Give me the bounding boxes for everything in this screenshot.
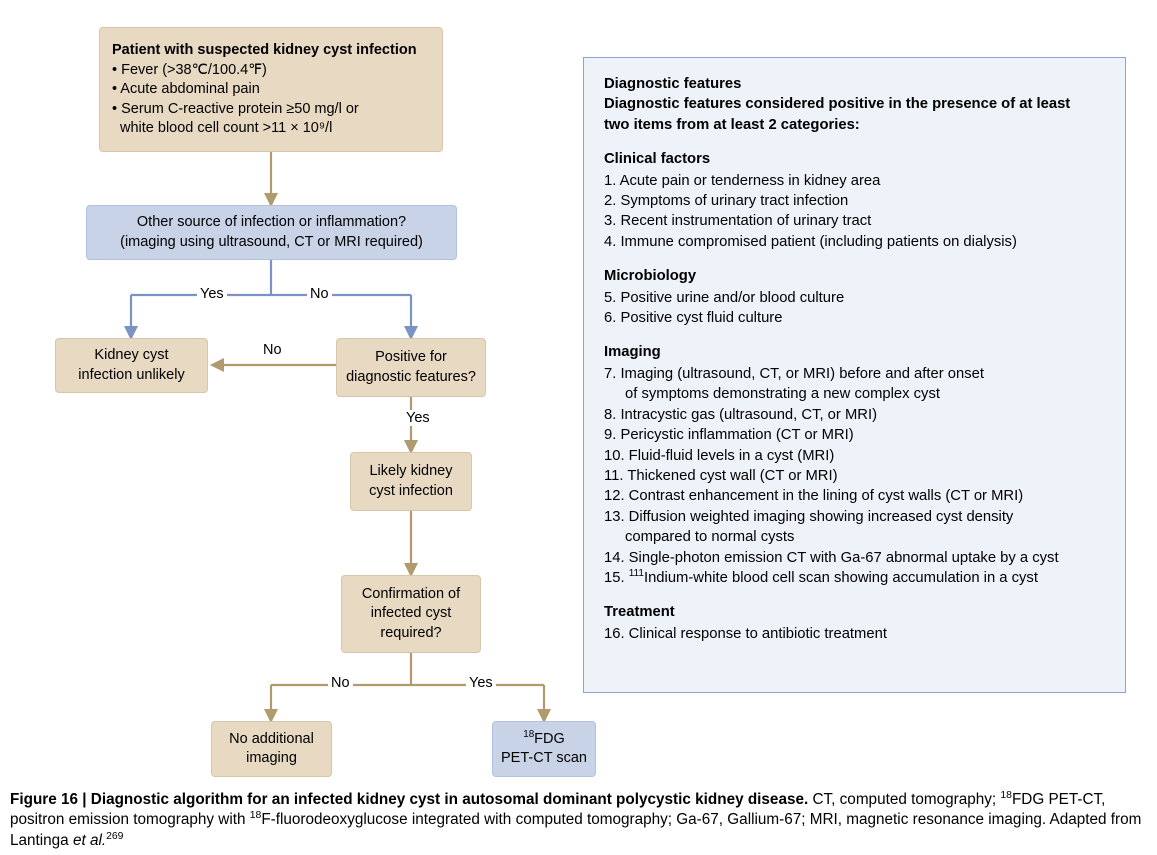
panel-section-microbiology-title: Microbiology [604, 268, 697, 285]
caption-rest-2: FDG PET-CT, positron emission tomography with [10, 791, 1106, 829]
node-pet-superscript: 18 [523, 729, 535, 741]
caption-superscript-2: 18 [249, 810, 262, 822]
figure-caption [10, 790, 1150, 851]
node-no-additional-imaging [211, 721, 332, 777]
node-likely-line2: cyst infection [369, 482, 453, 499]
panel-item-5: 5. Positive urine and/or blood culture [604, 289, 845, 306]
panel-item-15-number: 15. [604, 569, 629, 586]
panel-heading: Diagnostic features [604, 76, 742, 92]
panel-item-13: 13. Diffusion weighted imaging showing increased cyst density [604, 508, 1014, 525]
panel-intro-line2: two items from at least 2 categories: [604, 116, 860, 133]
node-confirmation-line1: Confirmation of [361, 586, 461, 603]
node-other-source-line2: (imaging using ultrasound, CT or MRI required) [120, 233, 423, 250]
panel-section-clinical-title: Clinical factors [604, 151, 711, 168]
panel-item-2: 2. Symptoms of urinary tract infection [604, 193, 849, 210]
panel-intro-line1: Diagnostic features considered positive in the presence of at least [604, 96, 1071, 113]
node-positive-diagnostic-features [336, 338, 486, 397]
node-no-imaging-line2: imaging [246, 750, 297, 766]
panel-item-15-text: Indium-white blood cell scan showing accumulation in a cyst [643, 569, 1038, 586]
caption-superscript-1: 18 [1000, 789, 1012, 801]
edge-label-positive-yes: Yes [403, 410, 433, 426]
node-unlikely-line1: Kidney cyst [94, 347, 169, 364]
node-positive-line1: Positive for [375, 349, 447, 366]
panel-item-6: 6. Positive cyst fluid culture [604, 310, 783, 327]
node-suspected-title: Patient with suspected kidney cyst infection [112, 42, 417, 59]
panel-item-15 [604, 568, 1107, 588]
node-positive-line2: diagnostic features? [346, 368, 476, 385]
edge-label-positive-no: No [260, 342, 285, 358]
node-suspected-bullet-3-cont: white blood cell count >11 × 10⁹/l [120, 119, 333, 136]
caption-rest-1: CT, computed tomography; [808, 791, 1001, 808]
node-other-source [86, 205, 457, 260]
panel-item-8: 8. Intracystic gas (ultrasound, CT, or MRI) [604, 406, 878, 423]
panel-section-imaging-title: Imaging [604, 344, 661, 361]
caption-rest-3: F-fluorodeoxyglucose integrated with computed tomography; Ga-67, Gallium-67; MRI, magnetic resonance imaging. Adapted from Lantinga [10, 811, 1142, 849]
caption-bold: Figure 16 | Diagnostic algorithm for an infected kidney cyst in autosomal dominant polycystic kidney disease. [10, 791, 809, 808]
panel-item-1: 1. Acute pain or tenderness in kidney area [604, 172, 881, 189]
panel-item-11: 11. Thickened cyst wall (CT or MRI) [604, 467, 838, 484]
node-suspected-infection [99, 27, 443, 152]
edge-label-confirmation-yes: Yes [466, 675, 496, 691]
node-other-source-line1: Other source of infection or inflammation? [136, 214, 407, 231]
node-likely-infection [350, 452, 472, 511]
node-confirmation-required [341, 575, 481, 653]
panel-section-treatment-title: Treatment [604, 604, 675, 621]
node-suspected-bullet-1: • Fever (>38℃/100.4℉) [112, 62, 267, 79]
panel-item-10: 10. Fluid-fluid levels in a cyst (MRI) [604, 447, 835, 464]
node-infection-unlikely [55, 338, 208, 393]
edge-label-other-source-no: No [307, 286, 332, 302]
node-pet-ct-scan [492, 721, 596, 777]
panel-item-7-cont: of symptoms demonstrating a new complex cyst [625, 386, 940, 403]
node-pet-line2: PET-CT scan [501, 750, 587, 766]
node-confirmation-line3: required? [380, 624, 442, 641]
node-pet-line1-rest: FDG [534, 730, 565, 747]
node-suspected-bullet-2: • Acute abdominal pain [112, 81, 260, 98]
node-likely-line1: Likely kidney [369, 463, 453, 480]
edge-label-confirmation-no: No [328, 675, 353, 691]
node-confirmation-line2: infected cyst [370, 605, 452, 622]
panel-item-13-cont: compared to normal cysts [625, 529, 795, 546]
panel-item-4: 4. Immune compromised patient (including patients on dialysis) [604, 233, 1017, 250]
panel-item-16: 16. Clinical response to antibiotic treatment [604, 625, 887, 642]
node-suspected-bullet-3: • Serum C-reactive protein ≥50 mg/l or [112, 100, 359, 117]
edge-label-other-source-yes: Yes [197, 286, 227, 302]
node-unlikely-line2: infection unlikely [78, 366, 185, 383]
caption-reference: 269 [106, 830, 124, 842]
panel-item-9: 9. Pericystic inflammation (CT or MRI) [604, 427, 854, 444]
panel-item-15-superscript: 111 [628, 568, 644, 580]
node-no-imaging-line1: No additional [229, 730, 314, 747]
panel-item-14: 14. Single-photon emission CT with Ga-67 abnormal uptake by a cyst [604, 549, 1059, 566]
diagnostic-features-panel [583, 57, 1126, 693]
node-pet-line1 [523, 730, 565, 749]
caption-italic: et al. [72, 831, 107, 849]
panel-item-7: 7. Imaging (ultrasound, CT, or MRI) before and after onset [604, 365, 984, 382]
panel-item-12: 12. Contrast enhancement in the lining of cyst walls (CT or MRI) [604, 488, 1024, 505]
panel-item-3: 3. Recent instrumentation of urinary tract [604, 213, 872, 230]
